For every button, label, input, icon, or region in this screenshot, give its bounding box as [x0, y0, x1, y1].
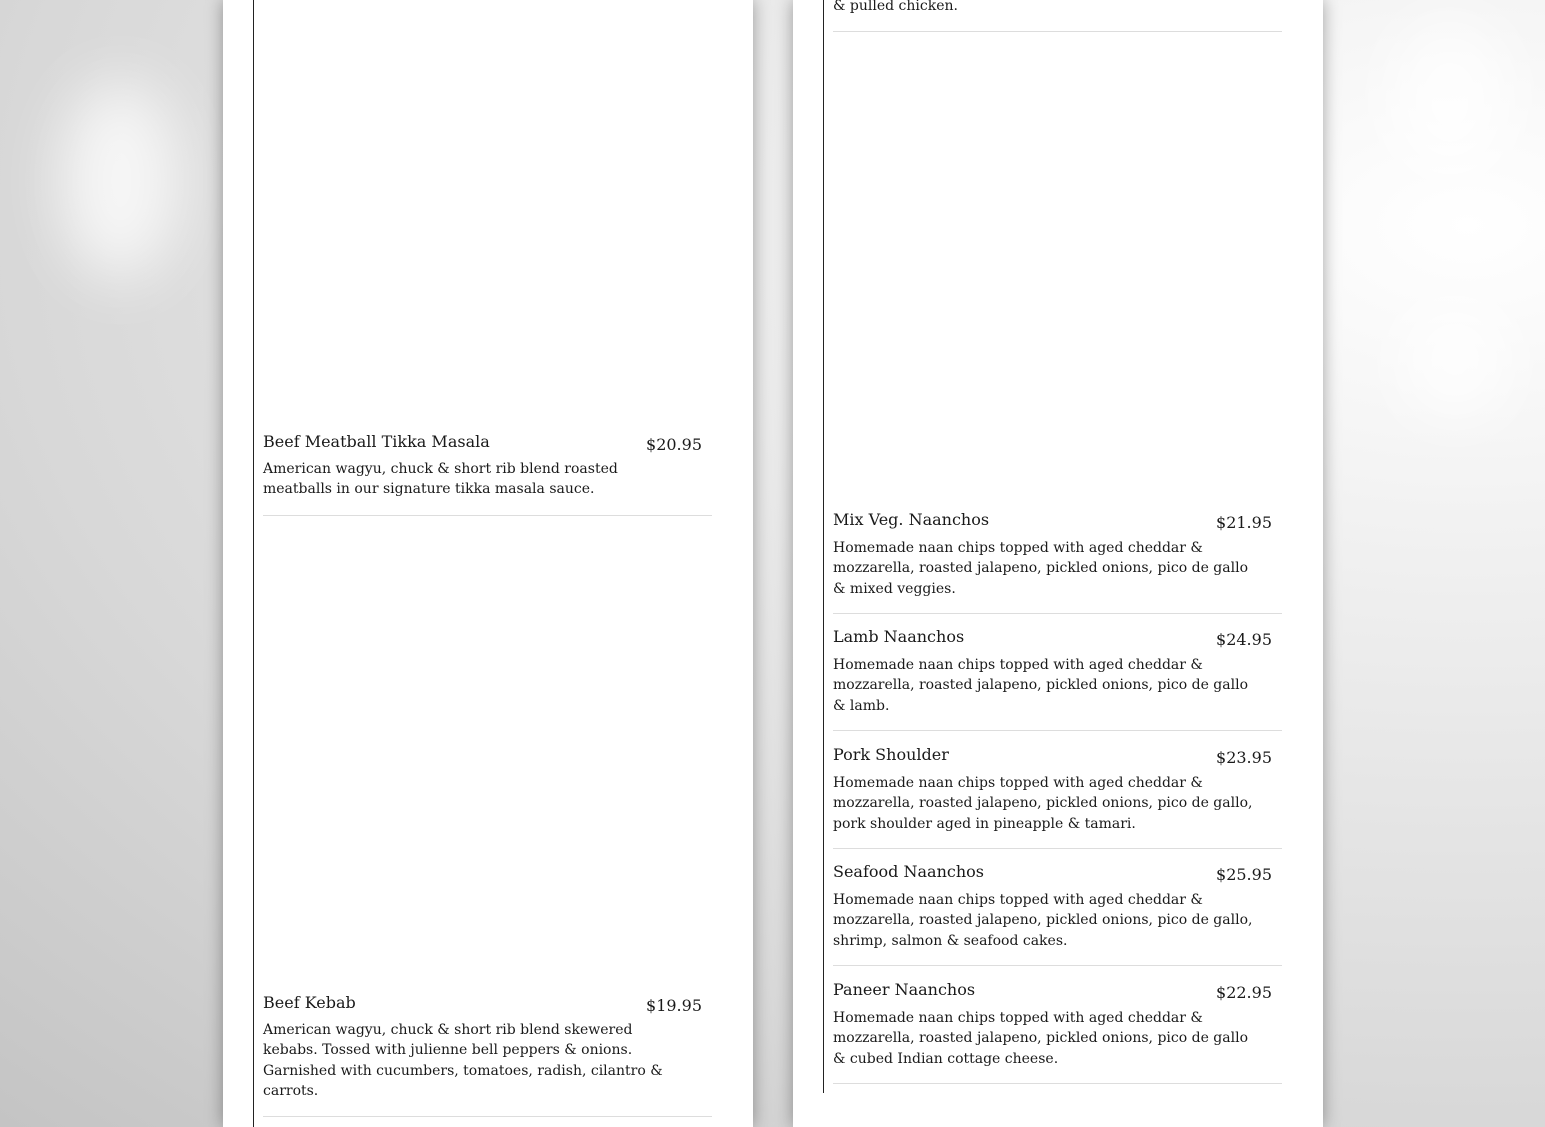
- menu-item-description: Homemade naan chips topped with aged cheddar & mozzarella, roasted jalapeno, pickled onions, pico de gallo & mixed veggies.: [833, 540, 1249, 597]
- left-menu-panel: [223, 0, 753, 1127]
- menu-item-seafood-naanchos[interactable]: [833, 862, 1282, 966]
- background-highlight: [1390, 20, 1510, 180]
- menu-item-price: $23.95: [1216, 748, 1272, 767]
- menu-item-mix-veg-naanchos[interactable]: [833, 510, 1282, 614]
- menu-item-paneer-naanchos[interactable]: [833, 980, 1282, 1084]
- menu-item-price: $22.95: [1216, 983, 1272, 1002]
- menu-item-name: Pork Shoulder: [833, 745, 949, 764]
- menu-item-price: $19.95: [646, 996, 702, 1015]
- menu-item-beef-meatball-tikka-masala[interactable]: [263, 432, 712, 516]
- menu-item-name: Seafood Naanchos: [833, 862, 984, 881]
- menu-item-description: American wagyu, chuck & short rib blend skewered kebabs. Tossed with julienne bell peppers & onions. Garnished with cucumbers, tomatoes, radish, cilantro & carrots.: [263, 1022, 663, 1099]
- menu-item-description: American wagyu, chuck & short rib blend roasted meatballs in our signature tikka masala sauce.: [263, 461, 618, 498]
- menu-item-pork-shoulder[interactable]: [833, 745, 1282, 849]
- menu-item-price: $21.95: [1216, 513, 1272, 532]
- left-menu-divider-line: [253, 0, 254, 1127]
- menu-item-description: Homemade naan chips topped with aged cheddar & mozzarella, roasted jalapeno, pickled onions, pico de gallo & cubed Indian cottage cheese.: [833, 1010, 1249, 1067]
- menu-item-description: Homemade naan chips topped with aged cheddar & mozzarella, roasted jalapeno, pickled onions, pico de gallo, shrimp, salmon & seafood cakes.: [833, 892, 1253, 949]
- menu-item-description: Homemade naan chips topped with aged cheddar & mozzarella, roasted jalapeno, pickled onions, pico de gallo, pork shoulder aged in pineapple & tamari.: [833, 775, 1253, 832]
- menu-item-separator: [833, 31, 1282, 32]
- menu-item-description-partial: & pulled chicken.: [833, 0, 958, 14]
- menu-item-name: Beef Kebab: [263, 993, 356, 1012]
- menu-item-name: Beef Meatball Tikka Masala: [263, 432, 490, 451]
- background-highlight: [1400, 300, 1510, 420]
- menu-item-price: $25.95: [1216, 865, 1272, 884]
- menu-item-price: $20.95: [646, 435, 702, 454]
- menu-item-description: Homemade naan chips topped with aged cheddar & mozzarella, roasted jalapeno, pickled onions, pico de gallo & lamb.: [833, 657, 1249, 714]
- background-highlight: [60, 80, 180, 280]
- menu-item-lamb-naanchos[interactable]: [833, 627, 1282, 731]
- menu-item-beef-kebab[interactable]: [263, 993, 712, 1117]
- menu-item-name: Mix Veg. Naanchos: [833, 510, 990, 529]
- right-menu-divider-line: [823, 0, 824, 1093]
- menu-item-price: $24.95: [1216, 630, 1272, 649]
- menu-item-name: Paneer Naanchos: [833, 980, 976, 999]
- menu-item-name: Lamb Naanchos: [833, 627, 965, 646]
